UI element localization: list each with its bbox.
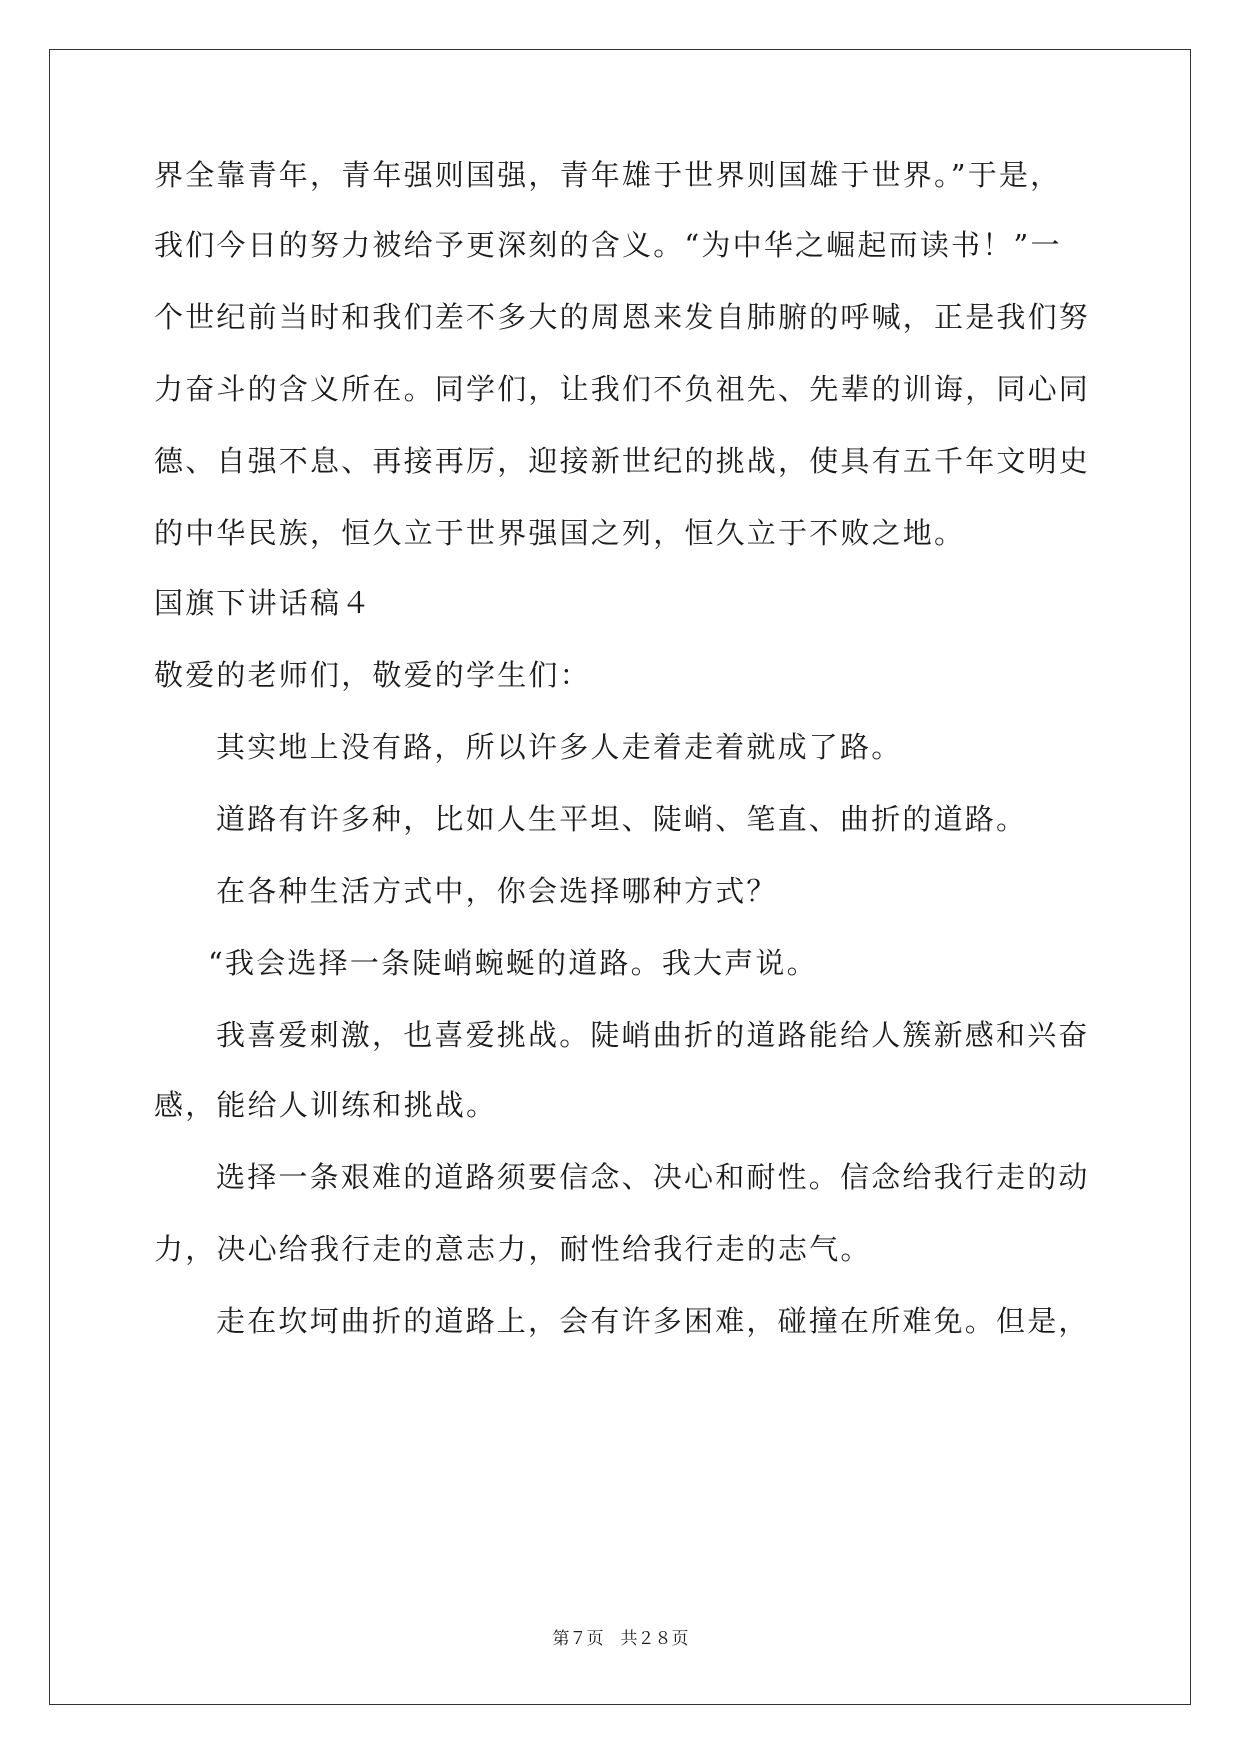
paragraph-line: 德、自强不息、再接再厉，迎接新世纪的挑战，使具有五千年文明史 — [154, 444, 1091, 478]
paragraph-line: 其实地上没有路，所以许多人走着走着就成了路。 — [216, 730, 903, 764]
paragraph-line: 选择一条艰难的道路须要信念、决心和耐性。信念给我行走的动 — [216, 1160, 1090, 1194]
paragraph-line: 感，能给人训练和挑战。 — [154, 1088, 498, 1122]
paragraph-line: 个世纪前当时和我们差不多大的周恩来发自肺腑的呼喊，正是我们努 — [154, 300, 1091, 334]
paragraph-line: 力，决心给我行走的意志力，耐性给我行走的志气。 — [154, 1232, 872, 1266]
paragraph-line: 在各种生活方式中，你会选择哪种方式？ — [216, 874, 778, 908]
paragraph-line: 界全靠青年，青年强则国强，青年雄于世界则国雄于世界。”于是， — [154, 158, 1062, 192]
section-heading: 国旗下讲话稿４ — [154, 586, 373, 620]
paragraph-line: 我喜爱刺激，也喜爱挑战。陡峭曲折的道路能给人簇新感和兴奋 — [216, 1018, 1090, 1052]
paragraph-line: “我会选择一条陡峭蜿蜒的道路。我大声说。 — [208, 946, 818, 980]
paragraph-line: 力奋斗的含义所在。同学们，让我们不负祖先、先辈的训诲，同心同 — [154, 372, 1091, 406]
page-number-footer: 第７页 共２８页 — [552, 1629, 689, 1649]
paragraph-line: 走在坎坷曲折的道路上，会有许多困难，碰撞在所难免。但是， — [216, 1304, 1090, 1338]
salutation: 敬爱的老师们，敬爱的学生们： — [154, 658, 591, 692]
paragraph-line: 道路有许多种，比如人生平坦、陡峭、笔直、曲折的道路。 — [216, 802, 1028, 836]
paragraph-line: 的中华民族，恒久立于世界强国之列，恒久立于不败之地。 — [154, 516, 966, 550]
paragraph-line: 我们今日的努力被给予更深刻的含义。“为中华之崛起而读书！”一 — [154, 228, 1062, 262]
